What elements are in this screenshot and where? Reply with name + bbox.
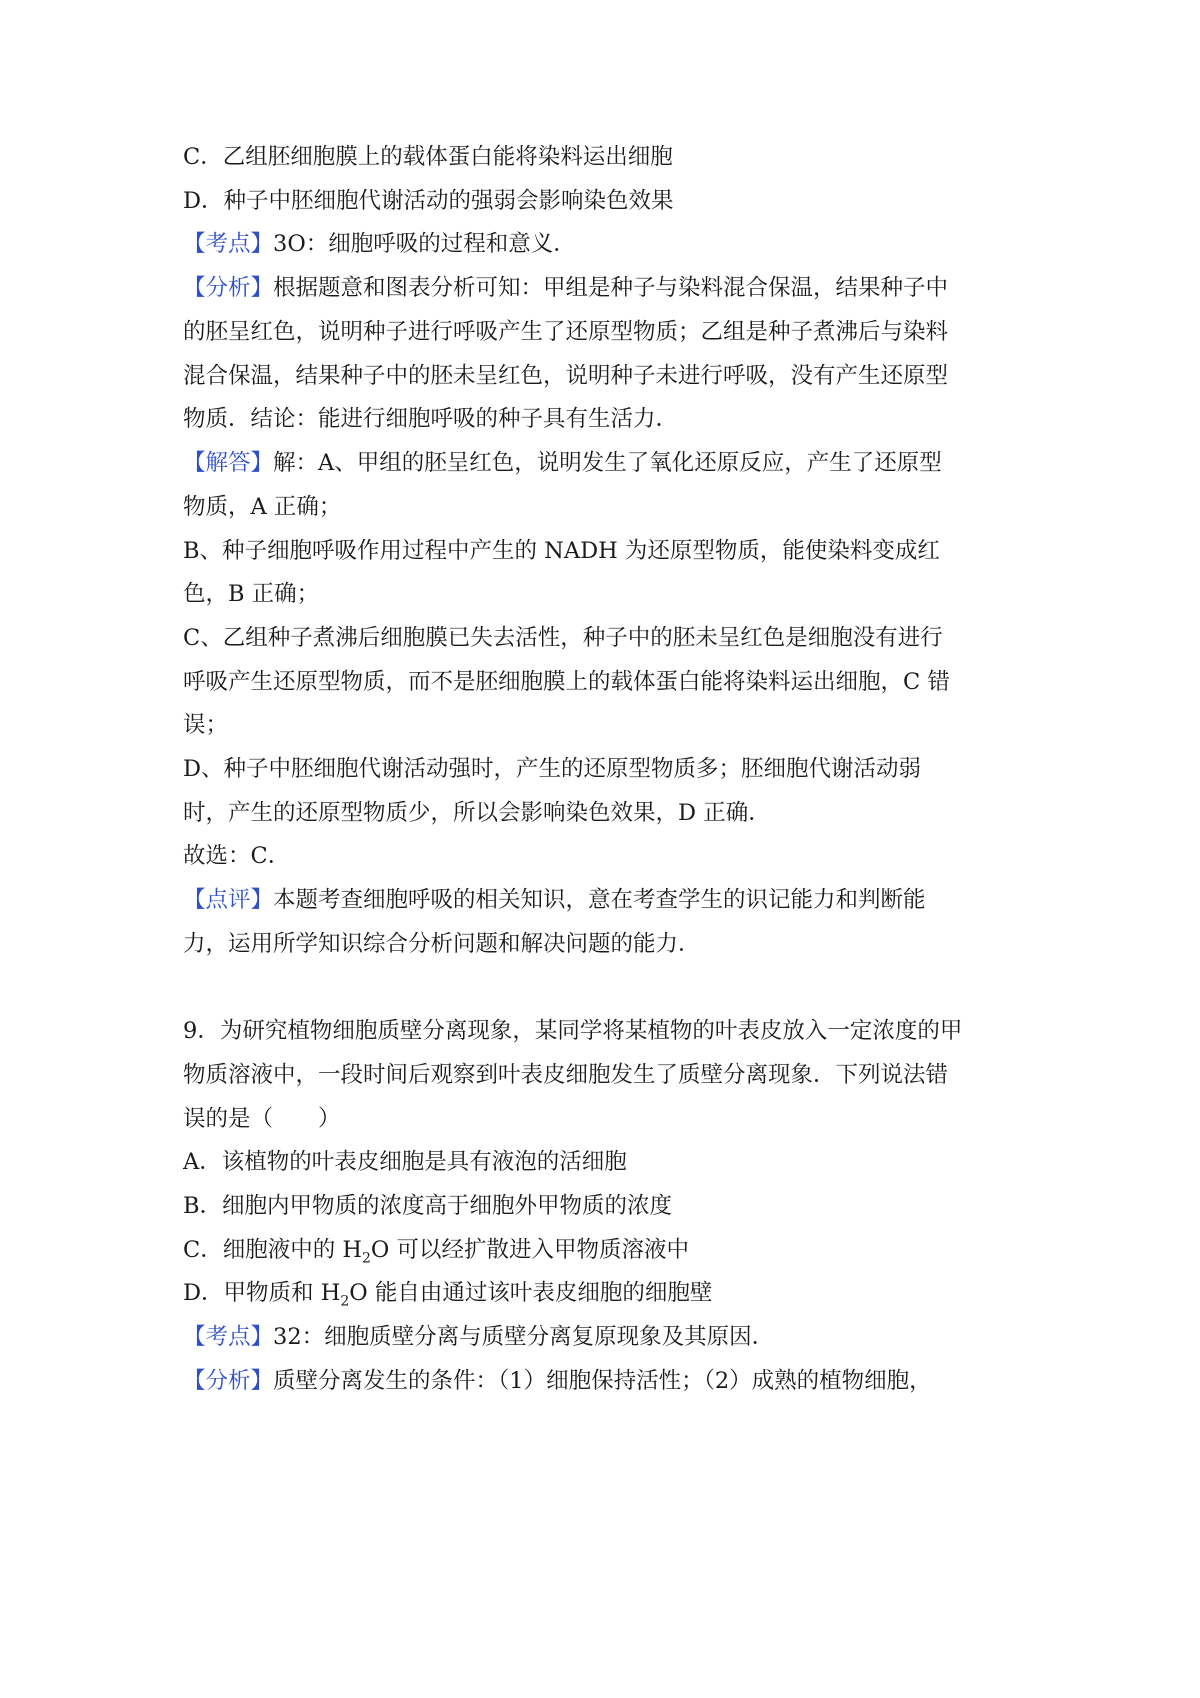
- kaodian-text: 32：细胞质壁分离与质壁分离复原现象及其原因．: [273, 1324, 775, 1350]
- option-d-text: O 能自由通过该叶表皮细胞的细胞壁: [349, 1280, 713, 1306]
- q9-stem-line: 9．为研究植物细胞质壁分离现象，某同学将某植物的叶表皮放入一定浓度的甲: [183, 1018, 963, 1044]
- q8-jieda-line: B、种子细胞呼吸作用过程中产生的 NADH 为还原型物质，能使染料变成红: [183, 538, 940, 564]
- q9-stem-line: 物质溶液中，一段时间后观察到叶表皮细胞发生了质壁分离现象．下列说法错: [183, 1062, 949, 1088]
- q8-jieda-line: 物质，A 正确；: [183, 494, 342, 520]
- subscript: 2: [362, 1250, 371, 1267]
- option-c-text: O 可以经扩散进入甲物质溶液中: [370, 1237, 690, 1263]
- jieda-tag: 【解答】: [183, 450, 274, 476]
- q8-jieda-line: 误；: [183, 712, 229, 738]
- kaodian-text: 3O：细胞呼吸的过程和意义．: [273, 231, 576, 257]
- subscript: 2: [340, 1293, 350, 1310]
- q9-option-b: B．细胞内甲物质的浓度高于细胞外甲物质的浓度: [183, 1193, 673, 1219]
- dianping-tag: 【点评】: [183, 887, 274, 913]
- q8-fenxi-line: 的胚呈红色，说明种子进行呼吸产生了还原型物质；乙组是种子煮沸后与染料: [183, 319, 949, 345]
- fenxi-text: 质壁分离发生的条件：（1）细胞保持活性；（2）成熟的植物细胞，: [273, 1368, 932, 1394]
- fenxi-text: 根据题意和图表分析可知：甲组是种子与染料混合保温，结果种子中: [273, 275, 949, 301]
- q9-fenxi-line: [183, 1366, 932, 1396]
- kaodian-tag: 【考点】: [183, 1324, 274, 1350]
- q9-option-d: [183, 1278, 712, 1317]
- q8-jieda-line: 色，B 正确；: [183, 581, 320, 607]
- q8-dianping-line: [183, 885, 926, 915]
- q8-fenxi-line: 物质．结论：能进行细胞呼吸的种子具有生活力．: [183, 406, 679, 432]
- dianping-text: 本题考查细胞呼吸的相关知识，意在考查学生的识记能力和判断能: [273, 887, 926, 913]
- q8-option-c: C．乙组胚细胞膜上的载体蛋白能将染料运出细胞: [183, 144, 673, 170]
- q8-answer: 故选：C．: [183, 843, 291, 869]
- q9-option-c: [183, 1235, 689, 1274]
- kaodian-tag: 【考点】: [183, 231, 274, 257]
- q8-jieda-line: 呼吸产生还原型物质，而不是胚细胞膜上的载体蛋白能将染料运出细胞，C 错: [183, 669, 950, 695]
- option-c-text: C．细胞液中的 H: [183, 1237, 362, 1263]
- option-d-text: D．甲物质和 H: [183, 1280, 341, 1306]
- q9-kaodian: [183, 1322, 774, 1352]
- jieda-text: 解：A、甲组的胚呈红色，说明发生了氧化还原反应，产生了还原型: [273, 450, 942, 476]
- fenxi-tag: 【分析】: [183, 275, 274, 301]
- q8-option-d: D．种子中胚细胞代谢活动的强弱会影响染色效果: [183, 188, 674, 214]
- q8-jieda-line: D、种子中胚细胞代谢活动强时，产生的还原型物质多；胚细胞代谢活动弱: [183, 756, 922, 782]
- q8-fenxi-line: 混合保温，结果种子中的胚未呈红色，说明种子未进行呼吸，没有产生还原型: [183, 363, 949, 389]
- q8-jieda-line: 时，产生的还原型物质少，所以会影响染色效果，D 正确．: [183, 800, 771, 826]
- q8-jieda-line: C、乙组种子煮沸后细胞膜已失去活性，种子中的胚未呈红色是细胞没有进行: [183, 625, 943, 651]
- q9-stem-line: 误的是（ ）: [183, 1106, 341, 1132]
- q9-option-a: A．该植物的叶表皮细胞是具有液泡的活细胞: [183, 1149, 627, 1175]
- q8-dianping-line: 力，运用所学知识综合分析问题和解决问题的能力．: [183, 931, 701, 957]
- q8-kaodian: [183, 229, 576, 259]
- q8-jieda-line: [183, 448, 942, 478]
- q8-fenxi-line: [183, 273, 948, 303]
- fenxi-tag: 【分析】: [183, 1368, 274, 1394]
